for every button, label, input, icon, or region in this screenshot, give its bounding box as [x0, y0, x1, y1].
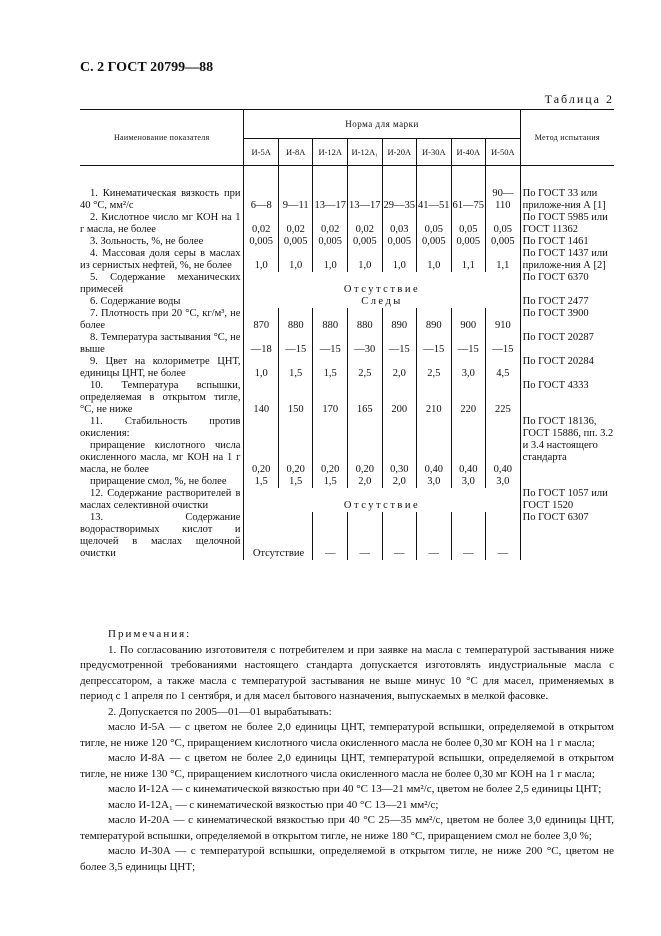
specification-table — [80, 109, 614, 560]
row-name — [80, 296, 244, 308]
row-value: 0,20 — [278, 416, 313, 476]
row-value: 0,005 — [382, 236, 417, 248]
row-value: 13—17 — [313, 188, 348, 212]
row-value: 0,02 — [348, 212, 383, 236]
row-value: 880 — [278, 308, 313, 332]
column-header-name: Наименование показателя — [80, 110, 244, 166]
notes-title: Примечания: — [108, 628, 192, 640]
row-value: 210 — [417, 380, 452, 416]
row-method: По ГОСТ 1057 или ГОСТ 1520 — [520, 488, 614, 512]
row-name — [80, 380, 244, 416]
row-value: —15 — [313, 332, 348, 356]
row-value: 0,40 — [486, 416, 521, 476]
row-method: По ГОСТ 3900 — [520, 308, 614, 332]
row-value: 0,40 — [417, 416, 452, 476]
grade-header: И-40А — [451, 139, 486, 166]
row-value: — — [451, 512, 486, 560]
row-name — [80, 512, 244, 560]
table-row — [80, 212, 614, 236]
row-value: 880 — [348, 308, 383, 332]
row-name-text: 9. Цвет на колориметре ЦНТ, единицы ЦНТ, не более — [80, 356, 241, 379]
row-value: 41—51 — [417, 188, 452, 212]
row-value: 0,005 — [451, 236, 486, 248]
row-value: 61—75 — [451, 188, 486, 212]
grade-header: И-50А — [486, 139, 521, 166]
table-row — [80, 476, 614, 488]
row-name — [80, 488, 244, 512]
row-value: 0,30 — [382, 416, 417, 476]
table-body — [80, 166, 614, 561]
table-row — [80, 248, 614, 272]
row-name-text: 4. Массовая доля серы в маслах из сернистых нефтей, %, не более — [80, 248, 241, 271]
row-name — [80, 416, 244, 476]
row-value: 0,005 — [417, 236, 452, 248]
row-value: 2,0 — [382, 476, 417, 488]
row-value: 1,5 — [313, 356, 348, 380]
row-method: По ГОСТ 6307 — [520, 512, 614, 560]
table-row — [80, 272, 614, 296]
row-value: 1,0 — [417, 248, 452, 272]
row-value: 6—8 — [244, 188, 279, 212]
row-method: По ГОСТ 18136, ГОСТ 15886, пп. 3.2 и 3.4 настоящего стандарта — [520, 416, 614, 476]
row-method: По ГОСТ 5985 или ГОСТ 11362 — [520, 212, 614, 236]
row-value: 0,03 — [382, 212, 417, 236]
row-value: 1,0 — [382, 248, 417, 272]
row-value: 0,05 — [417, 212, 452, 236]
row-name-text: 3. Зольность, %, не более — [90, 236, 204, 247]
row-value: 0,40 — [451, 416, 486, 476]
row-method: По ГОСТ 2477 — [520, 296, 614, 308]
row-name-text: 11. Стабильность против окисления: — [80, 416, 241, 439]
note-paragraph: масло И-5А — с цветом не более 2,0 единицы ЦНТ, температурой вспышки, определяемой в открытом тигле, не ниже 120 °С, приращением кислотного числа окисленного масла не более 0,30 мг КОН на 1 г масла; — [80, 721, 614, 749]
table-row — [80, 308, 614, 332]
table-row — [80, 356, 614, 380]
row-name — [80, 332, 244, 356]
table-row — [80, 416, 614, 476]
note-paragraph: 1. По согласованию изготовителя с потребителем и при заявке на масла с температурой застывания ниже предусмотренной требованиями настоящего стандарта допускается изготовлять индустриальные масла с депрессатором, а также масла с температурой застывания не выше минус 10 °С для масел, применяемых в период с 1 апреля по 1 сентября, и для масел бытового назначения, выпускаемых в мелкой фасовке. — [80, 643, 614, 702]
row-value: —15 — [278, 332, 313, 356]
row-value: 0,20 — [348, 416, 383, 476]
row-value: 140 — [244, 380, 279, 416]
note-paragraph: масло И-12А₁ — с кинематической вязкостью при 40 °С 13—21 мм²/с; — [108, 798, 439, 811]
row-value: 220 — [451, 380, 486, 416]
note-paragraph: масло И-20А — с кинематической вязкостью при 40 °С 25—35 мм²/с, цветом не более 3,0 единицы ЦНТ, температурой вспышки, определяемой в открытом тигле, не ниже 180 °С, приращением смол не более 3,0 %; — [80, 814, 614, 842]
row-value: 200 — [382, 380, 417, 416]
row-method: По ГОСТ 1461 — [520, 236, 614, 248]
row-value: 2,5 — [348, 356, 383, 380]
row-value: 1,5 — [278, 356, 313, 380]
row-value: 1,1 — [451, 248, 486, 272]
row-subname-text: приращение кислотного числа окисленного масла, мг КОН на 1 г масла, не более — [80, 440, 241, 475]
row-value: 0,02 — [244, 212, 279, 236]
row-value: 0,005 — [244, 236, 279, 248]
row-value: 1,1 — [486, 248, 521, 272]
row-value: 2,0 — [348, 476, 383, 488]
row-name-text: 2. Кислотное число мг КОН на 1 г масла, не более — [80, 212, 241, 235]
row-value: 2,5 — [417, 356, 452, 380]
row-span-value: Отсутствие — [244, 272, 520, 296]
row-method: По ГОСТ 20287 — [520, 332, 614, 356]
row-name — [80, 356, 244, 380]
row-name — [80, 248, 244, 272]
row-value: 3,0 — [451, 476, 486, 488]
grade-header: И-5А — [244, 139, 279, 166]
row-value: 0,05 — [486, 212, 521, 236]
row-value: 90—110 — [486, 188, 521, 212]
row-value: — — [486, 512, 521, 560]
table-row — [80, 236, 614, 248]
row-method — [520, 476, 614, 488]
row-value: 0,005 — [486, 236, 521, 248]
table-row — [80, 488, 614, 512]
row-value: 13—17 — [348, 188, 383, 212]
row-value: —15 — [382, 332, 417, 356]
row-value: 0,20 — [244, 416, 279, 476]
notes-section — [80, 627, 614, 875]
row-value: 0,005 — [313, 236, 348, 248]
row-name-text: 7. Плотность при 20 °С, кг/м³, не более — [80, 308, 241, 331]
row-name — [80, 308, 244, 332]
row-value: 0,02 — [278, 212, 313, 236]
row-value: 910 — [486, 308, 521, 332]
row-value: 890 — [382, 308, 417, 332]
row-span-value: Следы — [244, 296, 520, 308]
row-value: 1,0 — [348, 248, 383, 272]
row-name-text: 8. Температура застывания °С, не выше — [80, 332, 241, 355]
row-name — [80, 272, 244, 296]
grade-header: И-12А — [313, 139, 348, 166]
row-value: 900 — [451, 308, 486, 332]
row-value: 1,5 — [244, 476, 279, 488]
row-value: 150 — [278, 380, 313, 416]
row-value: — — [382, 512, 417, 560]
row-value: Отсутствие — [244, 512, 313, 560]
table-row — [80, 332, 614, 356]
table-row — [80, 380, 614, 416]
row-name-text: 12. Содержание растворителей в маслах селективной очистки — [80, 488, 241, 511]
row-name — [80, 188, 244, 212]
row-span-value: Отсутствие — [244, 488, 520, 512]
row-value: 870 — [244, 308, 279, 332]
table-caption: Таблица 2 — [544, 92, 614, 106]
row-value: 29—35 — [382, 188, 417, 212]
row-value: 0,005 — [278, 236, 313, 248]
grade-header: И-8А — [278, 139, 313, 166]
table-row — [80, 512, 614, 560]
row-value: 4,5 — [486, 356, 521, 380]
row-value: 0,005 — [348, 236, 383, 248]
row-value: 880 — [313, 308, 348, 332]
row-method: По ГОСТ 6370 — [520, 272, 614, 296]
row-value: —18 — [244, 332, 279, 356]
row-value: —15 — [451, 332, 486, 356]
row-value: 1,5 — [313, 476, 348, 488]
row-method: По ГОСТ 20284 — [520, 356, 614, 380]
grade-header: И-30А — [417, 139, 452, 166]
note-paragraph: 2. Допускается по 2005—01—01 вырабатывать: — [108, 705, 332, 718]
row-value: 0,20 — [313, 416, 348, 476]
row-value: 225 — [486, 380, 521, 416]
row-value: 3,0 — [417, 476, 452, 488]
row-name-text: 13. Содержание водорастворимых кислот и щелочей в маслах щелочной очистки — [80, 512, 241, 559]
column-header-method: Метод испытания — [520, 110, 614, 166]
row-value: 1,0 — [278, 248, 313, 272]
row-value: 0,05 — [451, 212, 486, 236]
note-paragraph: масло И-8А — с цветом не более 2,0 единицы ЦНТ, температурой вспышки, определяемой в открытом тигле, не ниже 130 °С, приращением кислотного числа окисленного масла не более 0,30 мг КОН на 1 г масла; — [80, 752, 614, 780]
row-value: 1,0 — [244, 356, 279, 380]
row-name — [80, 476, 244, 488]
row-name — [80, 236, 244, 248]
column-header-norm: Норма для марки — [244, 110, 520, 139]
row-value: 9—11 — [278, 188, 313, 212]
row-value: —15 — [486, 332, 521, 356]
row-value: 2,0 — [382, 356, 417, 380]
row-name-text: 5. Содержание механических примесей — [80, 272, 241, 295]
row-subname-text: приращение смол, %, не более — [90, 476, 227, 487]
grade-header: И-20А — [382, 139, 417, 166]
row-value: —15 — [417, 332, 452, 356]
row-value: 3,0 — [451, 356, 486, 380]
row-method: По ГОСТ 4333 — [520, 380, 614, 416]
row-value: — — [417, 512, 452, 560]
row-value: 1,5 — [278, 476, 313, 488]
row-name-text: 10. Температура вспышки, определяемая в открытом тигле, °С, не ниже — [80, 380, 241, 415]
table-row — [80, 296, 614, 308]
table-row — [80, 188, 614, 212]
row-value: 3,0 — [486, 476, 521, 488]
note-paragraph: масло И-30А — с температурой вспышки, определяемой в открытом тигле, не ниже 200 °С, цветом не более 3,5 единицы ЦНТ; — [80, 845, 614, 873]
row-name-text: 6. Содержание воды — [90, 296, 181, 307]
grade-header: И-12А₁ — [348, 139, 383, 166]
row-value: 165 — [348, 380, 383, 416]
row-value: 1,0 — [244, 248, 279, 272]
row-name — [80, 212, 244, 236]
row-value: 1,0 — [313, 248, 348, 272]
row-name-text: 1. Кинематическая вязкость при 40 °С, мм²/с — [80, 188, 241, 211]
row-value: — — [348, 512, 383, 560]
row-value: — — [313, 512, 348, 560]
note-paragraph: масло И-12А — с кинематической вязкостью при 40 °С 13—21 мм²/с, цветом не более 2,5 единицы ЦНТ; — [108, 783, 602, 795]
page-header: С. 2 ГОСТ 20799—88 — [80, 60, 214, 75]
row-value: 0,02 — [313, 212, 348, 236]
row-value: —30 — [348, 332, 383, 356]
row-method: По ГОСТ 1437 или приложе-ния А [2] — [520, 248, 614, 272]
row-method: По ГОСТ 33 или приложе-ния А [1] — [520, 188, 614, 212]
row-value: 170 — [313, 380, 348, 416]
row-value: 890 — [417, 308, 452, 332]
